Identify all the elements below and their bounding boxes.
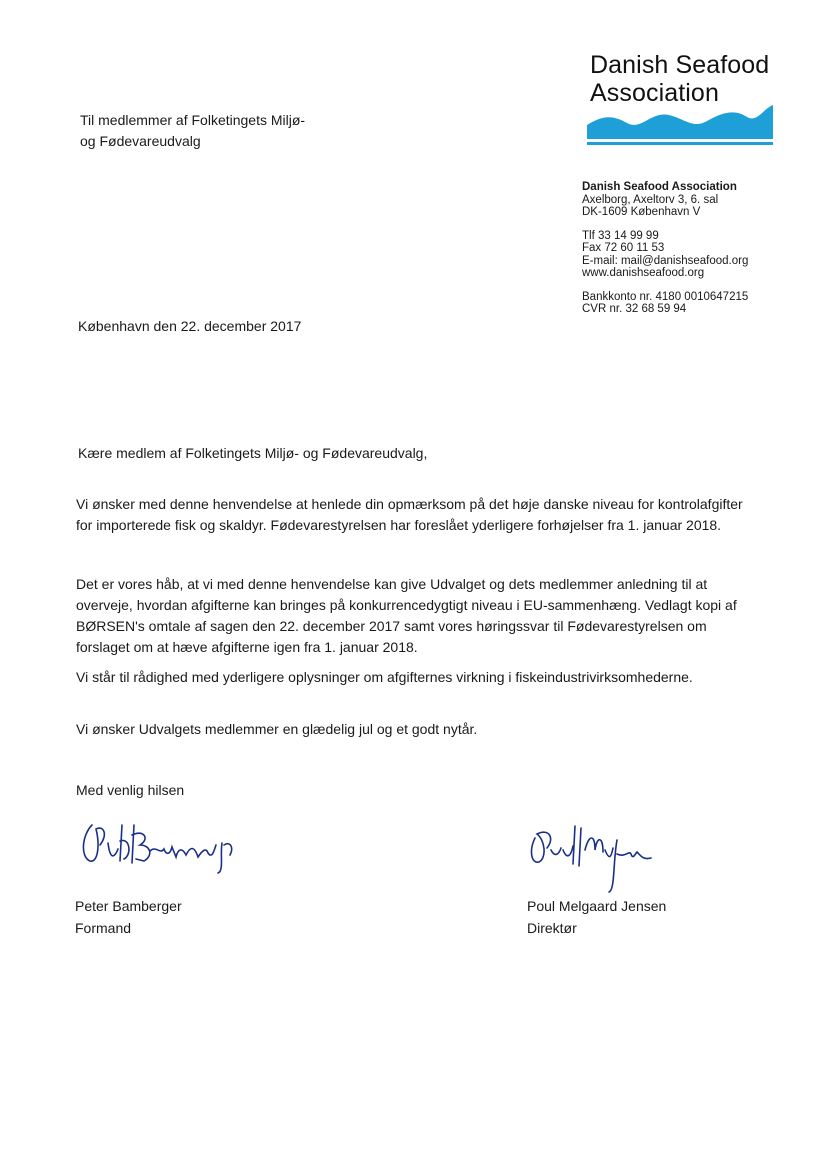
paragraph-2: Det er vores håb, at vi med denne henvendelse kan give Udvalget og dets medlemmer anledning til at overveje, hvordan afgifterne kan bringes på konkurrencedygtigt niveau i EU-sammenhæng. Vedlagt kopi af BØRSEN's omtale af sagen den 22. december 2017 samt vores høringssvar til Fødevarestyrelsen om forslaget om at hæve afgifterne igen fra 1. januar 2018. [76, 576, 737, 655]
org-email: E-mail: mail@danishseafood.org [582, 254, 749, 267]
signature-peter-bamberger [74, 815, 244, 875]
salutation: Kære medlem af Folketingets Miljø- og Fødevareudvalg, [78, 445, 428, 461]
org-bank-account: Bankkonto nr. 4180 0010647215 [582, 290, 749, 303]
logo-wordmark [590, 51, 769, 107]
logo-line-1: Danish Seafood [590, 51, 770, 79]
recipient-block [80, 110, 340, 152]
org-address-1: Axelborg, Axeltorv 3, 6. sal [582, 193, 719, 206]
org-fax: Fax 72 60 11 53 [582, 242, 665, 254]
signatory-1 [75, 895, 182, 939]
signatory-1-title: Formand [75, 920, 132, 936]
paragraph-1: Vi ønsker med denne henvendelse at henlede din opmærksom på det høje danske niveau for kontrolafgifter for importerede fisk og skaldyr. Fødevarestyrelsen har foreslået yderligere forhøjelser fra 1. januar 2018. [76, 496, 743, 533]
recipient-line-1: Til medlemmer af Folketingets Miljø- [80, 112, 306, 128]
closing: Med venlig hilsen [76, 782, 185, 798]
sender-info [582, 181, 748, 316]
logo-line-2: Association [590, 79, 719, 107]
letter-date: København den 22. december 2017 [78, 318, 302, 334]
signatory-2-title: Direktør [527, 920, 577, 936]
signatory-2 [527, 895, 666, 939]
signatory-2-name: Poul Melgaard Jensen [527, 898, 667, 914]
org-website: www.danishseafood.org [582, 267, 705, 279]
org-phone: Tlf 33 14 99 99 [582, 229, 659, 242]
wave-logo-icon [585, 103, 775, 147]
paragraph-3: Vi står til rådighed med yderligere oplysninger om afgifternes virkning i fiskeindustrivirksomhederne. [76, 669, 693, 685]
recipient-line-2: og Fødevareudvalg [80, 133, 201, 149]
paragraph-4: Vi ønsker Udvalgets medlemmer en glædelig jul og et godt nytår. [76, 721, 478, 737]
org-cvr: CVR nr. 32 68 59 94 [582, 303, 687, 315]
signature-poul-melgaard-jensen [525, 820, 655, 895]
org-address-2: DK-1609 København V [582, 206, 701, 218]
org-name: Danish Seafood Association [582, 181, 737, 193]
signatory-1-name: Peter Bamberger [75, 898, 182, 914]
